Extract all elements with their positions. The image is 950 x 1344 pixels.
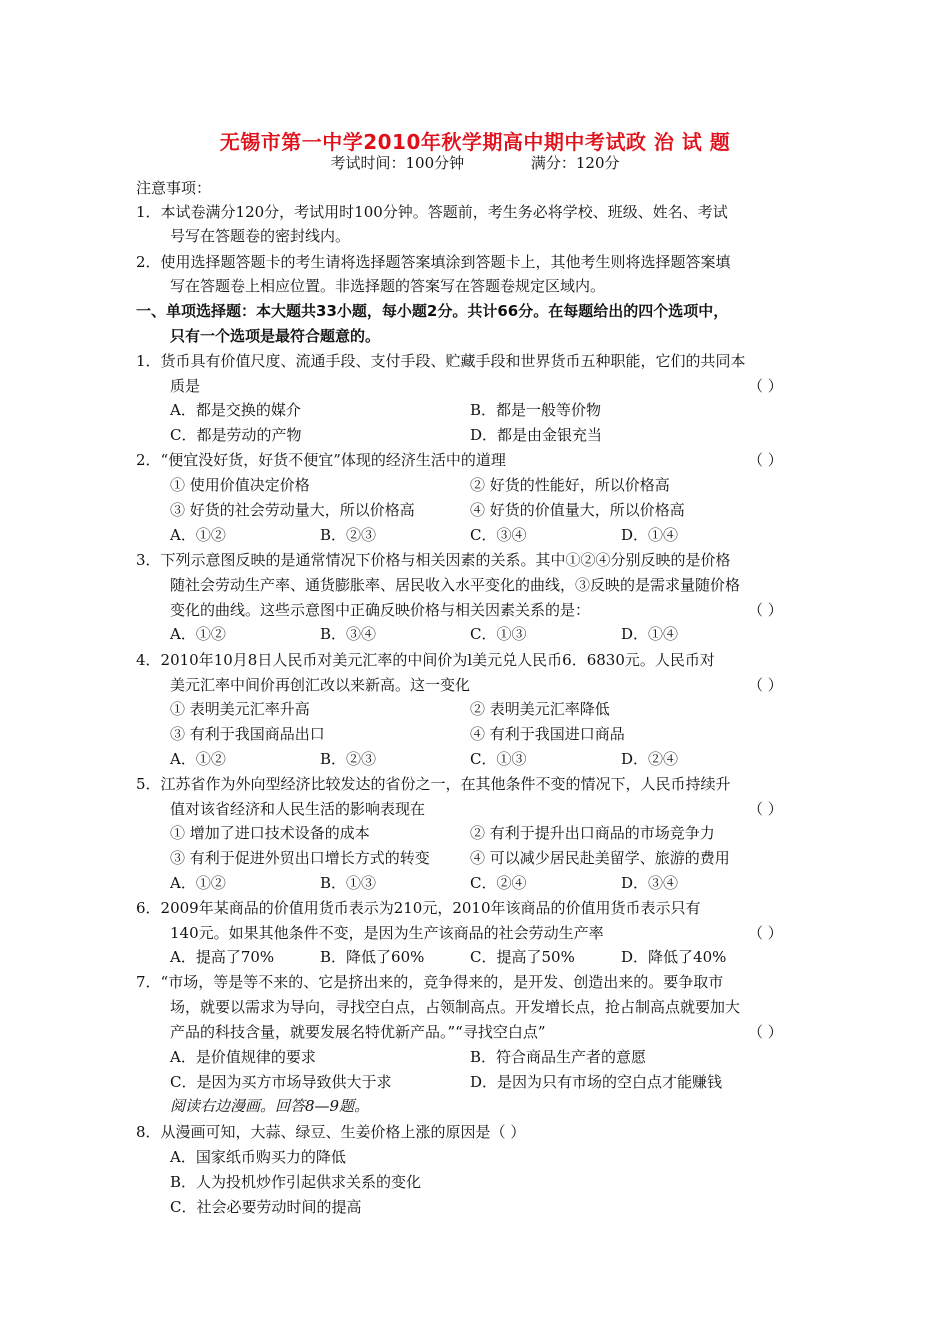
q2-statement-1: ① 使用价值决定价格 <box>170 476 310 494</box>
q4-statement-2: ② 表明美元汇率降低 <box>470 700 610 718</box>
note-2-line-2: 写在答题卷上相应位置。非选择题的答案写在答题卷规定区域内。 <box>170 277 606 295</box>
q8-option-b: B．人为投机炒作引起供求关系的变化 <box>170 1173 422 1191</box>
q6-option-a: A．提高了70% <box>170 948 275 966</box>
exam-title: 无锡市第一中学2010年秋学期高中期中考试政 治 试 题 <box>219 130 731 154</box>
q5-answer-blank: （ ） <box>748 800 783 818</box>
note-1-line-2: 号写在答题卷的密封线内。 <box>170 227 351 245</box>
q6-stem-line-1: 6．2009年某商品的价值用货币表示为210元，2010年该商品的价值用货币表示只有 <box>136 899 701 917</box>
q2-answer-blank: （ ） <box>748 451 783 469</box>
q5-stem-line-2: 值对该省经济和人民生活的影响表现在 <box>170 800 426 818</box>
q6-option-d: D．降低了40% <box>621 948 727 966</box>
q5-option-a: A．①② <box>170 874 226 892</box>
q5-option-b: B．①③ <box>320 874 377 892</box>
q3-option-b: B．③④ <box>320 625 377 643</box>
q5-statement-4: ④ 可以减少居民赴美留学、旅游的费用 <box>470 849 730 867</box>
q7-answer-blank: （ ） <box>748 1023 783 1041</box>
q3-answer-blank: （ ） <box>748 601 783 619</box>
q7-option-a: A．是价值规律的要求 <box>170 1048 316 1066</box>
q3-stem-line-3: 变化的曲线。这些示意图中正确反映价格与相关因素关系的是： <box>170 601 591 619</box>
q2-option-d: D．①④ <box>621 526 679 544</box>
reading-instruction: 阅读右边漫画。回答8—9题。 <box>170 1097 370 1115</box>
exam-subtitle: 考试时间：100分钟 满分：120分 <box>330 154 620 172</box>
q6-stem-line-2: 140元。如果其他条件不变，是因为生产该商品的社会劳动生产率 <box>170 924 604 942</box>
q8-option-a: A．国家纸币购买力的降低 <box>170 1148 346 1166</box>
section-heading-line-2: 只有一个选项是最符合题意的。 <box>170 327 381 345</box>
q7-stem-line-2: 场，就要以需求为导向，寻找空白点，占领制高点。开发增长点，抢占制高点就要加大 <box>170 998 741 1016</box>
q5-statement-2: ② 有利于提升出口商品的市场竞争力 <box>470 824 715 842</box>
q5-option-d: D．③④ <box>621 874 679 892</box>
note-1-line-1: 1．本试卷满分120分，考试用时100分钟。答题前，考生务必将学校、班级、姓名、考试 <box>136 203 728 221</box>
q2-option-b: B．②③ <box>320 526 377 544</box>
q4-option-b: B．②③ <box>320 750 377 768</box>
q1-stem-line-2: 质是 <box>170 377 201 395</box>
q4-statement-3: ③ 有利于我国商品出口 <box>170 725 325 743</box>
q3-stem-line-1: 3．下列示意图反映的是通常情况下价格与相关因素的关系。其中①②④分别反映的是价格 <box>136 551 731 569</box>
q7-stem-line-1: 7．“市场，等是等不来的、它是挤出来的，竞争得来的，是开发、创造出来的。要争取市 <box>136 973 724 991</box>
q3-option-c: C．①③ <box>470 625 527 643</box>
q1-answer-blank: （ ） <box>748 377 783 395</box>
q1-option-c: C．都是劳动的产物 <box>170 426 302 444</box>
q7-option-c: C．是因为买方市场导致供大于求 <box>170 1073 392 1091</box>
q6-option-b: B．降低了60% <box>320 948 425 966</box>
q3-option-a: A．①② <box>170 625 226 643</box>
q4-answer-blank: （ ） <box>748 676 783 694</box>
q8-stem: 8．从漫画可知，大蒜、绿豆、生姜价格上涨的原因是（ ） <box>136 1123 526 1141</box>
q4-statement-1: ① 表明美元汇率升高 <box>170 700 310 718</box>
q1-option-b: B．都是一般等价物 <box>470 401 602 419</box>
q4-option-d: D．②④ <box>621 750 679 768</box>
q5-statement-1: ① 增加了进口技术设备的成本 <box>170 824 370 842</box>
q4-option-a: A．①② <box>170 750 226 768</box>
q2-stem: 2．“便宜没好货，好货不便宜”体现的经济生活中的道理 <box>136 451 506 469</box>
q2-statement-2: ② 好货的性能好，所以价格高 <box>470 476 670 494</box>
q4-statement-4: ④ 有利于我国进口商品 <box>470 725 625 743</box>
q2-option-a: A．①② <box>170 526 226 544</box>
q1-option-d: D．都是由金银充当 <box>470 426 603 444</box>
q2-statement-4: ④ 好货的价值量大，所以价格高 <box>470 501 685 519</box>
notes-heading: 注意事项： <box>136 179 212 197</box>
section-heading-line-1: 一、单项选择题：本大题共33小题，每小题2分。共计66分。在每题给出的四个选项中， <box>136 302 729 320</box>
note-2-line-1: 2．使用选择题答题卡的考生请将选择题答案填涂到答题卡上，其他考生则将选择题答案填 <box>136 253 731 271</box>
q7-stem-line-3: 产品的科技含量，就要发展名特优新产品。”“寻找空白点” <box>170 1023 546 1041</box>
q6-answer-blank: （ ） <box>748 924 783 942</box>
q4-option-c: C．①③ <box>470 750 527 768</box>
q5-statement-3: ③ 有利于促进外贸出口增长方式的转变 <box>170 849 430 867</box>
q4-stem-line-1: 4．2010年10月8日人民币对美元汇率的中间价为l美元兑人民币6．6830元。人民币对 <box>136 651 715 669</box>
q5-option-c: C．②④ <box>470 874 527 892</box>
q7-option-b: B．符合商品生产者的意愿 <box>470 1048 647 1066</box>
q1-stem-line-1: 1．货币具有价值尺度、流通手段、支付手段、贮藏手段和世界货币五种职能，它们的共同本 <box>136 352 746 370</box>
q4-stem-line-2: 美元汇率中间价再创汇改以来新高。这一变化 <box>170 676 471 694</box>
q8-option-c: C．社会必要劳动时间的提高 <box>170 1198 362 1216</box>
q2-option-c: C．③④ <box>470 526 527 544</box>
q2-statement-3: ③ 好货的社会劳动量大，所以价格高 <box>170 501 415 519</box>
q6-option-c: C．提高了50% <box>470 948 575 966</box>
q3-option-d: D．①④ <box>621 625 679 643</box>
q3-stem-line-2: 随社会劳动生产率、通货膨胀率、居民收入水平变化的曲线，③反映的是需求量随价格 <box>170 576 741 594</box>
q1-option-a: A．都是交换的媒介 <box>170 401 301 419</box>
q7-option-d: D．是因为只有市场的空白点才能赚钱 <box>470 1073 723 1091</box>
q5-stem-line-1: 5．江苏省作为外向型经济比较发达的省份之一，在其他条件不变的情况下，人民币持续升 <box>136 775 731 793</box>
